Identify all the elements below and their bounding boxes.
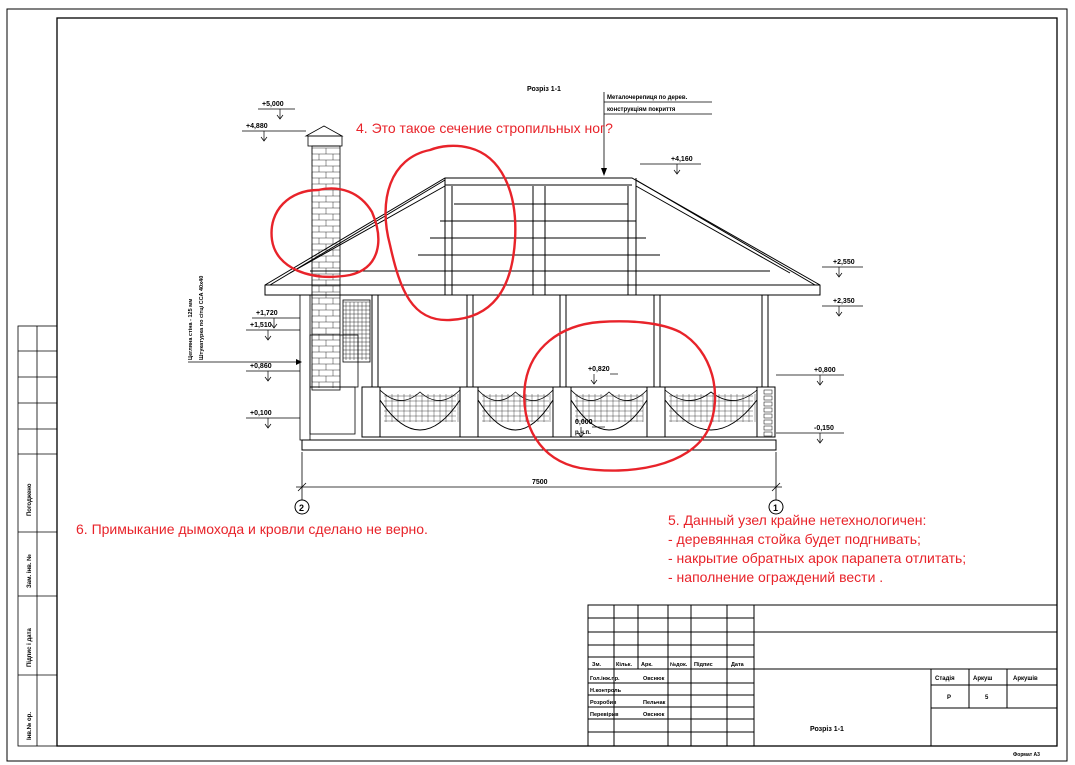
ladder-rung [764, 396, 772, 400]
comment-6: 6. Примыкание дымохода и кровли сделано не верно. [76, 521, 428, 537]
tb-header: Зм. [592, 662, 602, 668]
tb-role: Перевірив [590, 712, 619, 718]
tb-role: Розробив [590, 700, 617, 706]
comment-4: 4. Это такое сечение стропильных ног? [356, 120, 613, 136]
tb-header: Арк. [641, 662, 653, 668]
roof [265, 178, 820, 295]
stage-value-1: 5 [985, 695, 989, 701]
tb-role: Н.контроль [590, 688, 622, 694]
tb-header: №док. [670, 662, 688, 668]
level-label-l4880: +4,880 [246, 123, 268, 130]
wall-note-line2: Штукатурка по сітці ССА 40х40 [199, 275, 205, 360]
tb-header: Дата [731, 662, 744, 668]
stamp-pogodzheno: Погоджено [27, 483, 33, 516]
stage-value-0: Р [947, 695, 952, 701]
columns [372, 295, 768, 387]
title-block-roles [590, 676, 666, 718]
chimney-bricks [312, 148, 340, 388]
level-label-l1720: +1,720 [256, 310, 278, 317]
level-label-l2350: +2,350 [833, 298, 855, 305]
roof-note-leader [604, 92, 712, 173]
wall-note-line1: Цегляна стіна - 125 мм [188, 298, 194, 360]
level-label-l0100: +0,100 [250, 410, 272, 417]
tb-header: Кільк. [616, 662, 633, 668]
level-label-l4160: +4,160 [671, 156, 693, 163]
level-label-sub: р.ч.п. [575, 430, 591, 436]
ladder-rung [764, 414, 772, 418]
tb-name: Пельчак [643, 700, 666, 706]
ladder-rung [764, 408, 772, 412]
wall-note-arrow [296, 359, 302, 365]
roof-note-line1: Металочерепиця по дерев. [607, 95, 688, 101]
arch-top [571, 390, 647, 401]
axis-label-1: 1 [773, 503, 779, 513]
roof-note-arrow [601, 168, 607, 176]
tb-header: Підпис [694, 662, 713, 668]
ladder-rung [764, 390, 772, 394]
arch-top [665, 390, 757, 401]
level-label-l0860: +0,860 [250, 363, 272, 370]
stamp-pidpys: Підпис і дата [27, 628, 33, 667]
level-label-l0820: +0,820 [588, 366, 610, 373]
arch-curve [478, 400, 553, 430]
stage-header-1: Аркуш [973, 676, 993, 682]
tb-role: Гол.інж.пр. [590, 676, 620, 682]
roof-note-line2: конструкціям покриття [607, 107, 676, 113]
level-label-l0800: +0,800 [814, 367, 836, 374]
dimension-line [296, 452, 782, 500]
window-grid [343, 302, 370, 360]
level-label-l5000: +5,000 [262, 101, 284, 108]
ladder-rung [764, 402, 772, 406]
side-stamp [18, 326, 57, 746]
level-label-l2550: +2,550 [833, 259, 855, 266]
ladder-rung [764, 420, 772, 424]
stamp-inv-pidl: Інв.№ ор. [27, 712, 33, 740]
side-wall [300, 295, 370, 440]
sheet-title: Розріз 1-1 [810, 726, 844, 733]
stage-header-0: Стадія [935, 676, 955, 682]
stage-header-2: Аркушів [1013, 676, 1038, 682]
stamp-zam-inv: Зам. інв. № [27, 554, 33, 588]
comment-5-title: 5. Данный узел крайне нетехнологичен: [668, 512, 927, 528]
arch-top [478, 390, 553, 401]
section-title: Розріз 1-1 [527, 86, 561, 93]
tb-name: Овснюк [643, 712, 665, 718]
comment-5-item2: - накрытие обратных арок парапета отлитать; [668, 550, 967, 566]
level-label-lm0150: -0,150 [814, 425, 834, 432]
ladder-rung [764, 432, 772, 436]
comment-5-item3: - наполнение ограждений вести . [668, 569, 884, 585]
axis-label-2: 2 [299, 503, 305, 513]
ladder-rung [764, 426, 772, 430]
level-label-l1510: +1,510 [250, 322, 272, 329]
tb-name: Овснюк [643, 676, 665, 682]
dimension-value: 7500 [532, 479, 548, 486]
level-label-l0000: 0,000 [575, 419, 593, 426]
format-label: Формат А3 [1013, 752, 1040, 758]
comment-5-item1: - деревянная стойка будет подгнивать; [668, 531, 921, 547]
